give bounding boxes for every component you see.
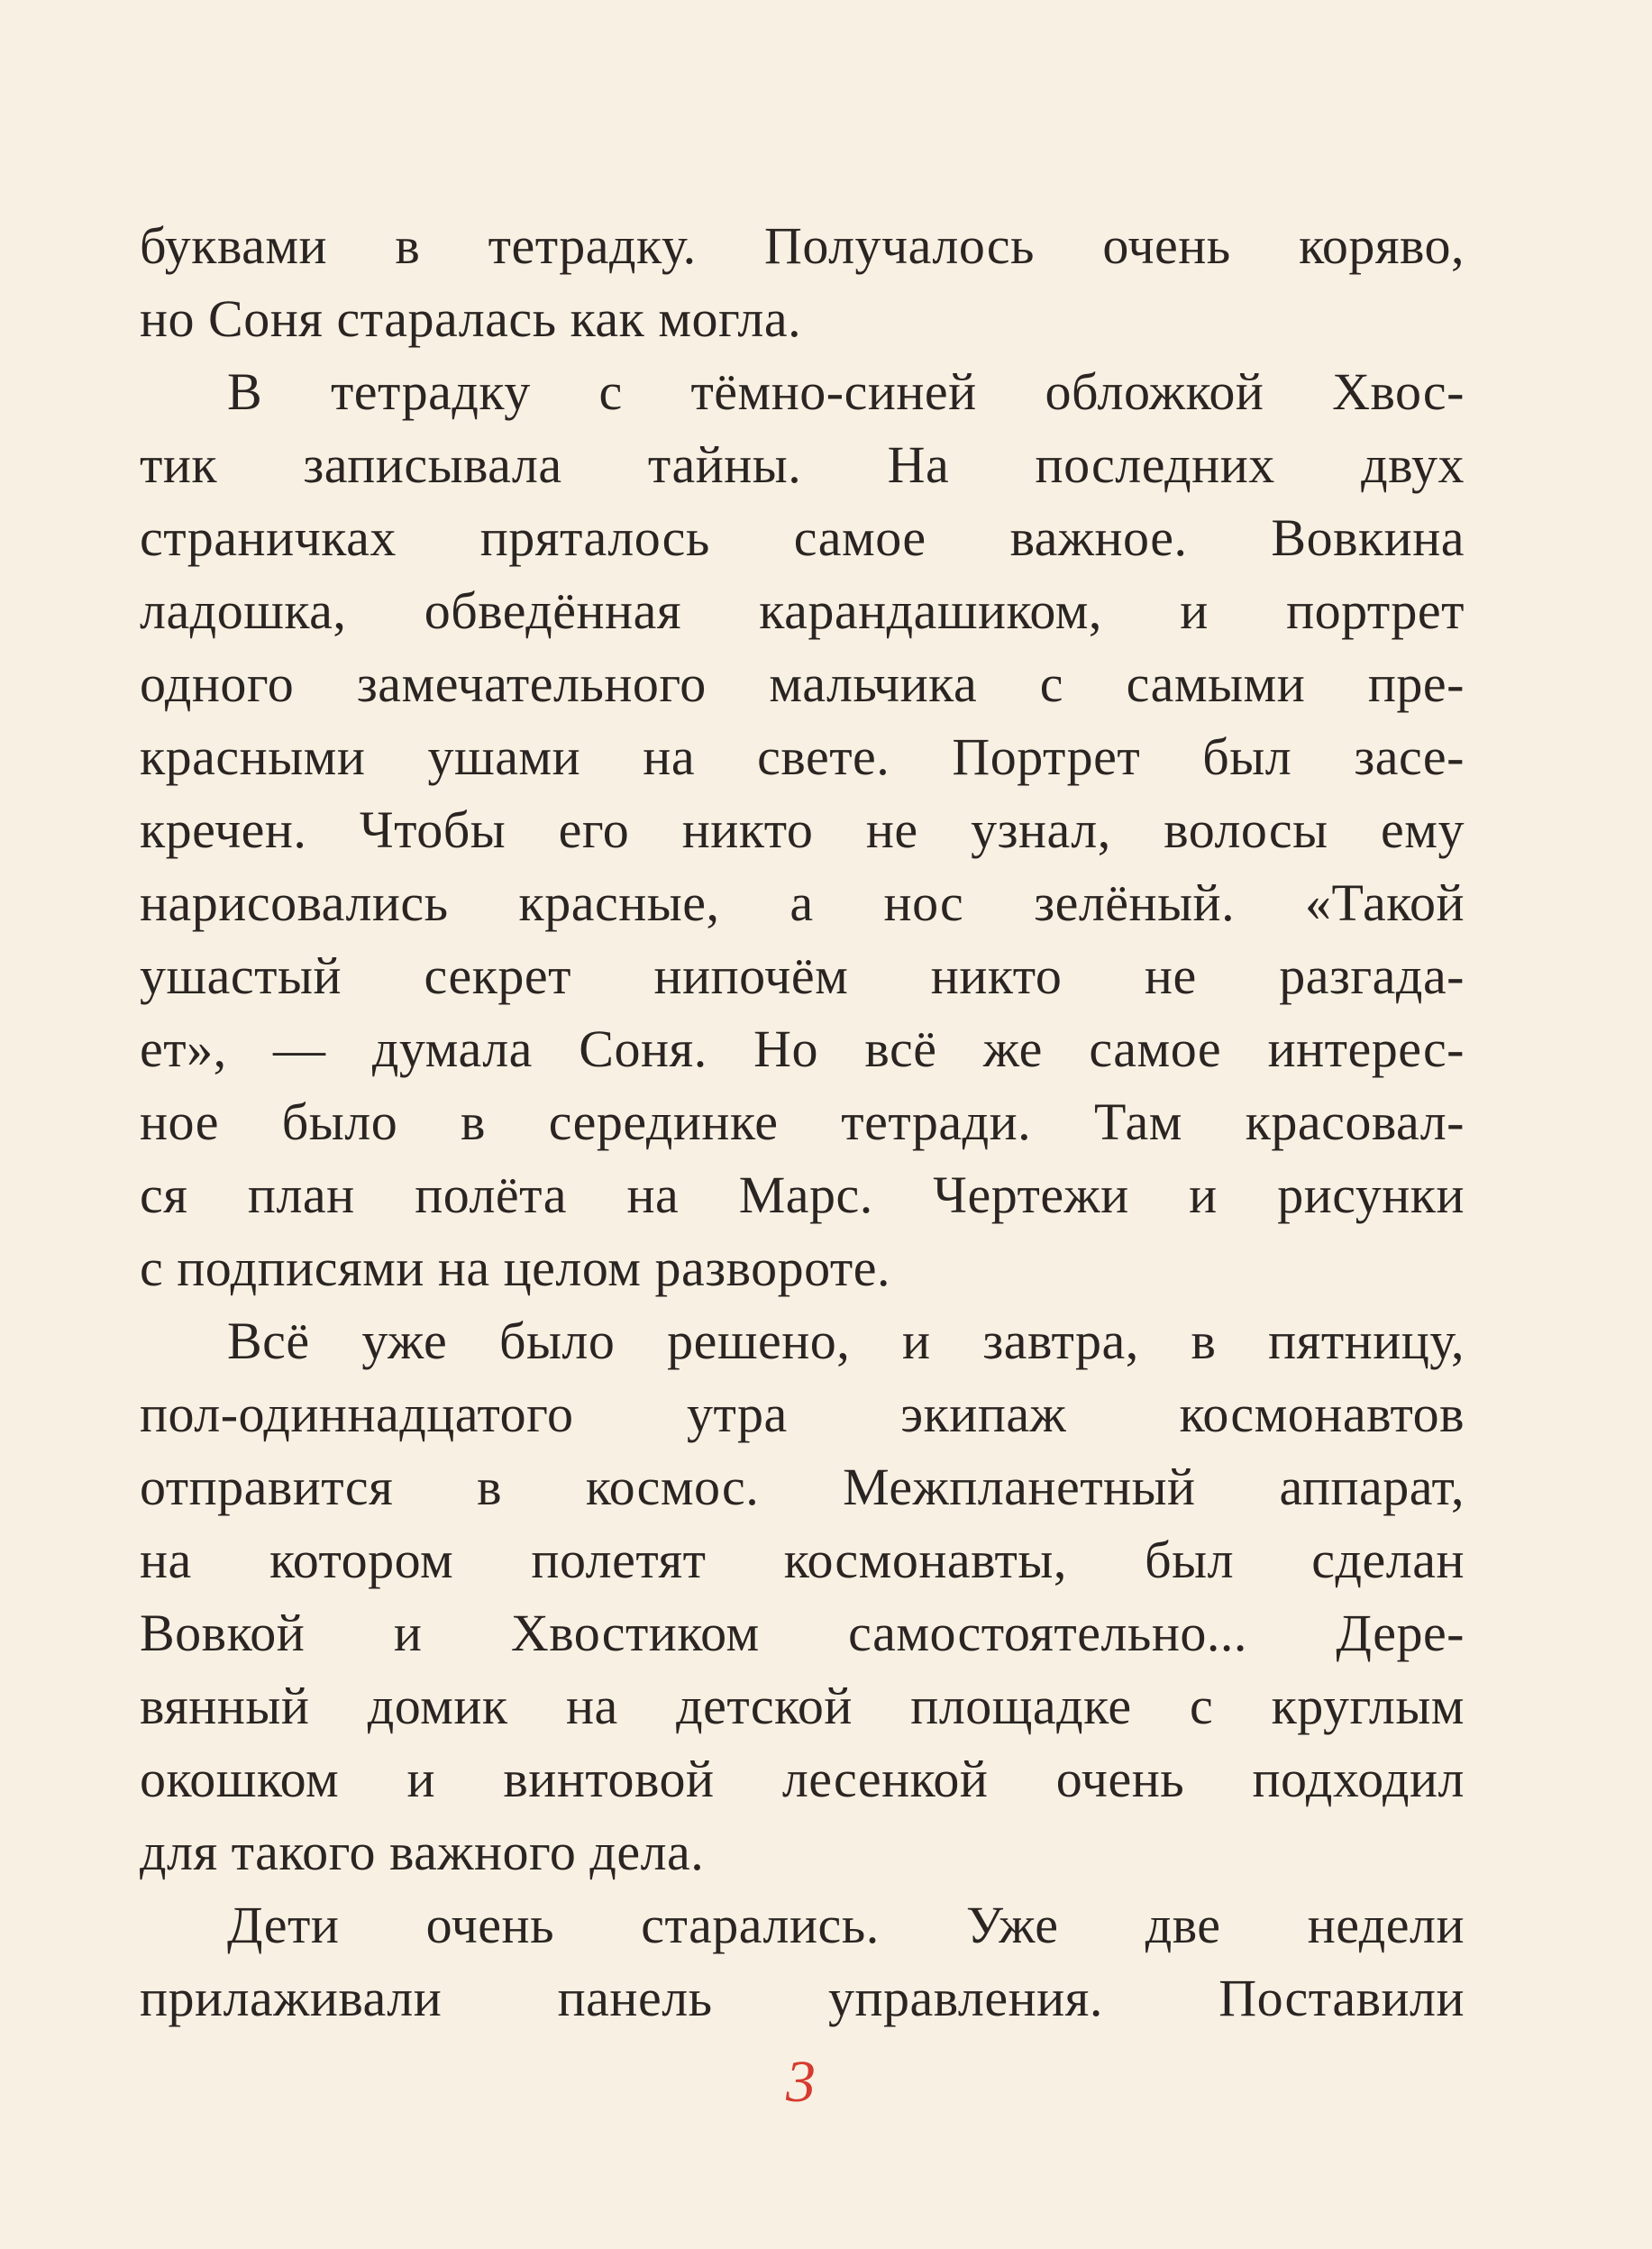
text-line: Дети очень старались. Уже две недели — [227, 1896, 1465, 1954]
text-line: одного замечательного мальчика с самыми пре- — [140, 654, 1465, 713]
paragraph-2 — [140, 355, 1465, 1304]
text-line: ся план полёта на Марс. Чертежи и рисунки — [140, 1166, 1465, 1224]
paragraph-4 — [140, 1888, 1465, 2034]
text-line: прилаживали панель управления. Поставили — [140, 1969, 1465, 2027]
text-line: Вовкой и Хвостиком самостоятельно... Дере- — [140, 1604, 1465, 1662]
paragraph-1 — [140, 209, 1465, 355]
text-line: тик записывала тайны. На последних двух — [140, 435, 1465, 494]
text-line: нарисовались красные, а нос зелёный. «Такой — [140, 873, 1465, 932]
page-number: 3 — [786, 2049, 816, 2115]
text-line: но Соня старалась как могла. — [140, 289, 802, 348]
text-line: отправится в космос. Межпланетный аппарат, — [140, 1458, 1465, 1516]
text-line: окошком и винтовой лесенкой очень подходил — [140, 1750, 1465, 1808]
text-line: В тетрадку с тёмно-синей обложкой Хвос- — [227, 362, 1465, 421]
text-line: ладошка, обведённая карандашиком, и портрет — [140, 581, 1465, 640]
text-line: ушастый секрет нипочём никто не разгада- — [140, 946, 1465, 1005]
text-line: ет», — думала Соня. Но всё же самое интерес- — [140, 1019, 1465, 1078]
text-line: красными ушами на свете. Портрет был засе- — [140, 727, 1465, 786]
text-line: кречен. Чтобы его никто не узнал, волосы ему — [140, 800, 1465, 859]
text-line: для такого важного дела. — [140, 1823, 705, 1881]
text-line: буквами в тетрадку. Получалось очень коряво, — [140, 216, 1465, 275]
text-line: пол-одиннадцатого утра экипаж космонавтов — [140, 1385, 1465, 1443]
paragraph-3 — [140, 1304, 1465, 1888]
text-line: ное было в серединке тетради. Там красовал- — [140, 1093, 1465, 1151]
text-line: вянный домик на детской площадке с круглым — [140, 1677, 1465, 1735]
text-line: с подписями на целом развороте. — [140, 1239, 890, 1297]
text-line: на котором полетят космонавты, был сделан — [140, 1531, 1465, 1589]
text-line: Всё уже было решено, и завтра, в пятницу, — [227, 1312, 1465, 1370]
body-text — [140, 209, 1465, 2034]
text-line: страничках пряталось самое важное. Вовкина — [140, 508, 1465, 567]
